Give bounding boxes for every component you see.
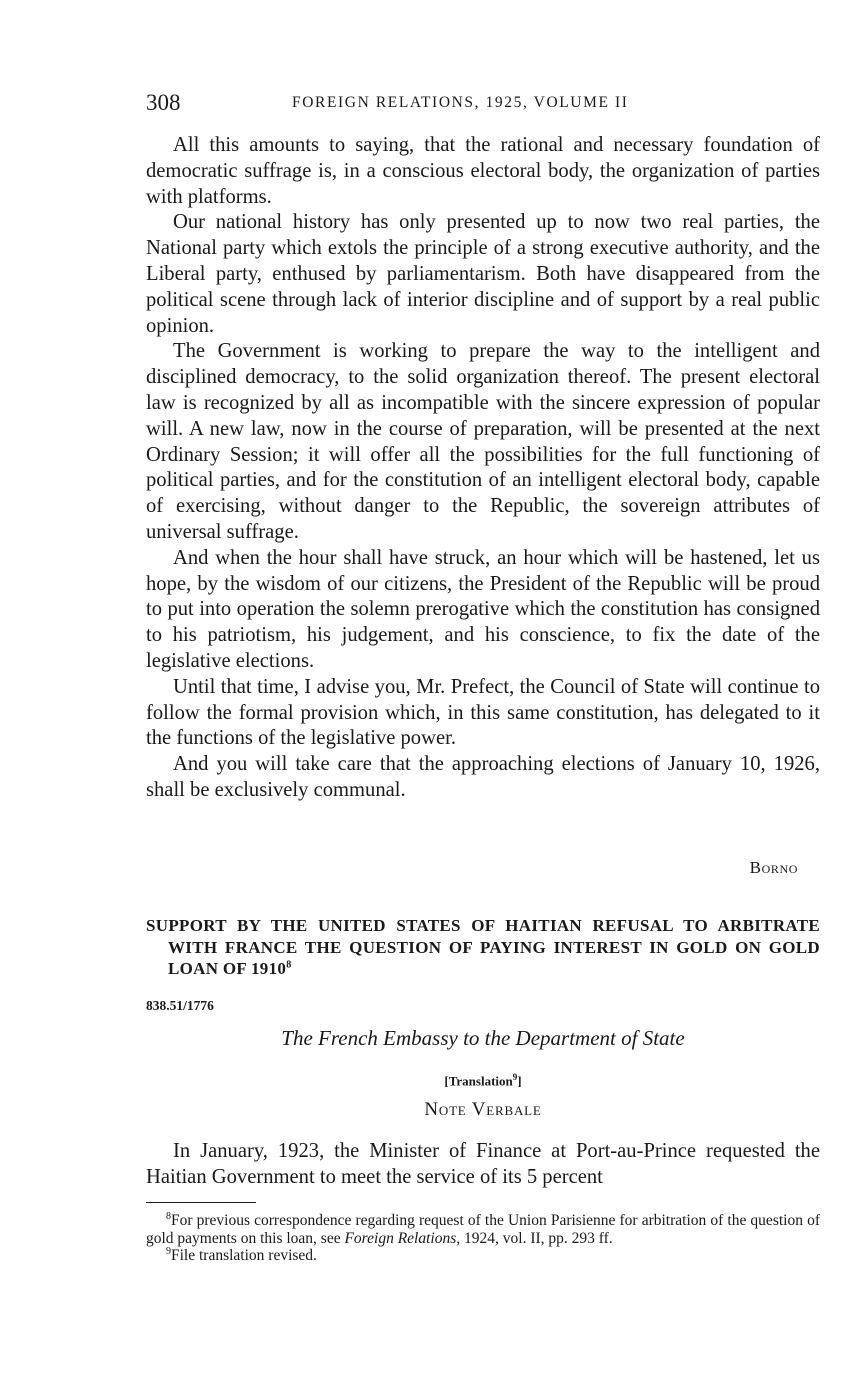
footnote-text: 1924, vol. II, pp. 293 ff. xyxy=(460,1229,613,1247)
section-heading-text: SUPPORT BY THE UNITED STATES OF HAITIAN REFUSAL TO ARBITRATE WITH FRANCE THE QUESTION OF PAYING INTEREST IN GOLD ON GOLD LOAN OF 1910 xyxy=(146,916,820,978)
footnote-marker: 8 xyxy=(166,1210,171,1222)
section-heading xyxy=(146,915,820,980)
footnote xyxy=(146,1212,820,1247)
body-paragraph: The Government is working to prepare the way to the intelligent and disciplined democracy, to the solid organization thereof. The present electoral law is recognized by all as incompatible with the sincere expression of popular will. A new law, now in the course of preparation, will be presented at the next Ordinary Session; it will offer all the possibilities for the full functioning of political parties, and for the constitution of an intelligent electoral body, capable of exercising, without danger to the Republic, the sovereign attributes of universal suffrage. xyxy=(146,340,820,543)
footnote xyxy=(146,1247,820,1265)
running-head xyxy=(146,88,820,118)
translation-label-close: ] xyxy=(517,1073,522,1089)
note-body xyxy=(146,1139,820,1191)
body-paragraph: And you will take care that the approaching elections of January 10, 1926, shall be exclusively communal. xyxy=(146,753,820,801)
footnote-text: For previous correspondence regarding request of the Union Parisienne for arbitration of the question of gold payments on this loan, see xyxy=(146,1212,820,1247)
footnote-citation: Foreign Relations, xyxy=(344,1229,461,1247)
document-title: The French Embassy to the Department of State xyxy=(281,1026,685,1050)
translation-label xyxy=(146,1068,820,1090)
footnote-ref: 9 xyxy=(512,1072,518,1082)
footnote-ref: 8 xyxy=(286,959,292,971)
letter-body xyxy=(146,133,820,804)
body-paragraph: All this amounts to saying, that the rational and necessary foundation of democratic suffrage is, in a conscious electoral body, the organization of parties with platforms. xyxy=(146,134,820,208)
body-paragraph: Our national history has only presented up to now two real parties, the National party which extols the principle of a strong executive authority, and the Liberal party, enthused by parliamentarism. Both have disappeared from the political scene through lack of interior discipline and of support by a real public opinion. xyxy=(146,211,820,337)
translation-label-text: [Translation xyxy=(444,1073,513,1089)
running-title: FOREIGN RELATIONS, 1925, VOLUME II xyxy=(292,94,629,111)
note-title: Note Verbale xyxy=(424,1099,542,1120)
body-paragraph: And when the hour shall have struck, an hour which will be hastened, let us hope, by the wisdom of our citizens, the President of the Republic will be proud to put into operation the solemn prerogative which the constitution has consigned to his patriotism, his judgement, and his conscience, to fix the date of the legislative elections. xyxy=(146,546,820,672)
signature: Borno xyxy=(749,858,798,877)
footnote-text: File translation revised. xyxy=(171,1247,317,1264)
note-paragraph: In January, 1923, the Minister of Finance at Port-au-Prince requested the Haitian Government to meet the service of its 5 percent xyxy=(146,1140,820,1188)
footnotes xyxy=(146,1212,820,1265)
page-number: 308 xyxy=(146,90,181,115)
footnote-marker: 9 xyxy=(166,1245,171,1257)
file-number: 838.51/1776 xyxy=(146,998,214,1013)
footnote-divider xyxy=(146,1202,256,1203)
body-paragraph: Until that time, I advise you, Mr. Prefect, the Council of State will continue to follow the formal provision which, in this same constitution, has delegated to it the functions of the legislative power. xyxy=(146,675,820,750)
